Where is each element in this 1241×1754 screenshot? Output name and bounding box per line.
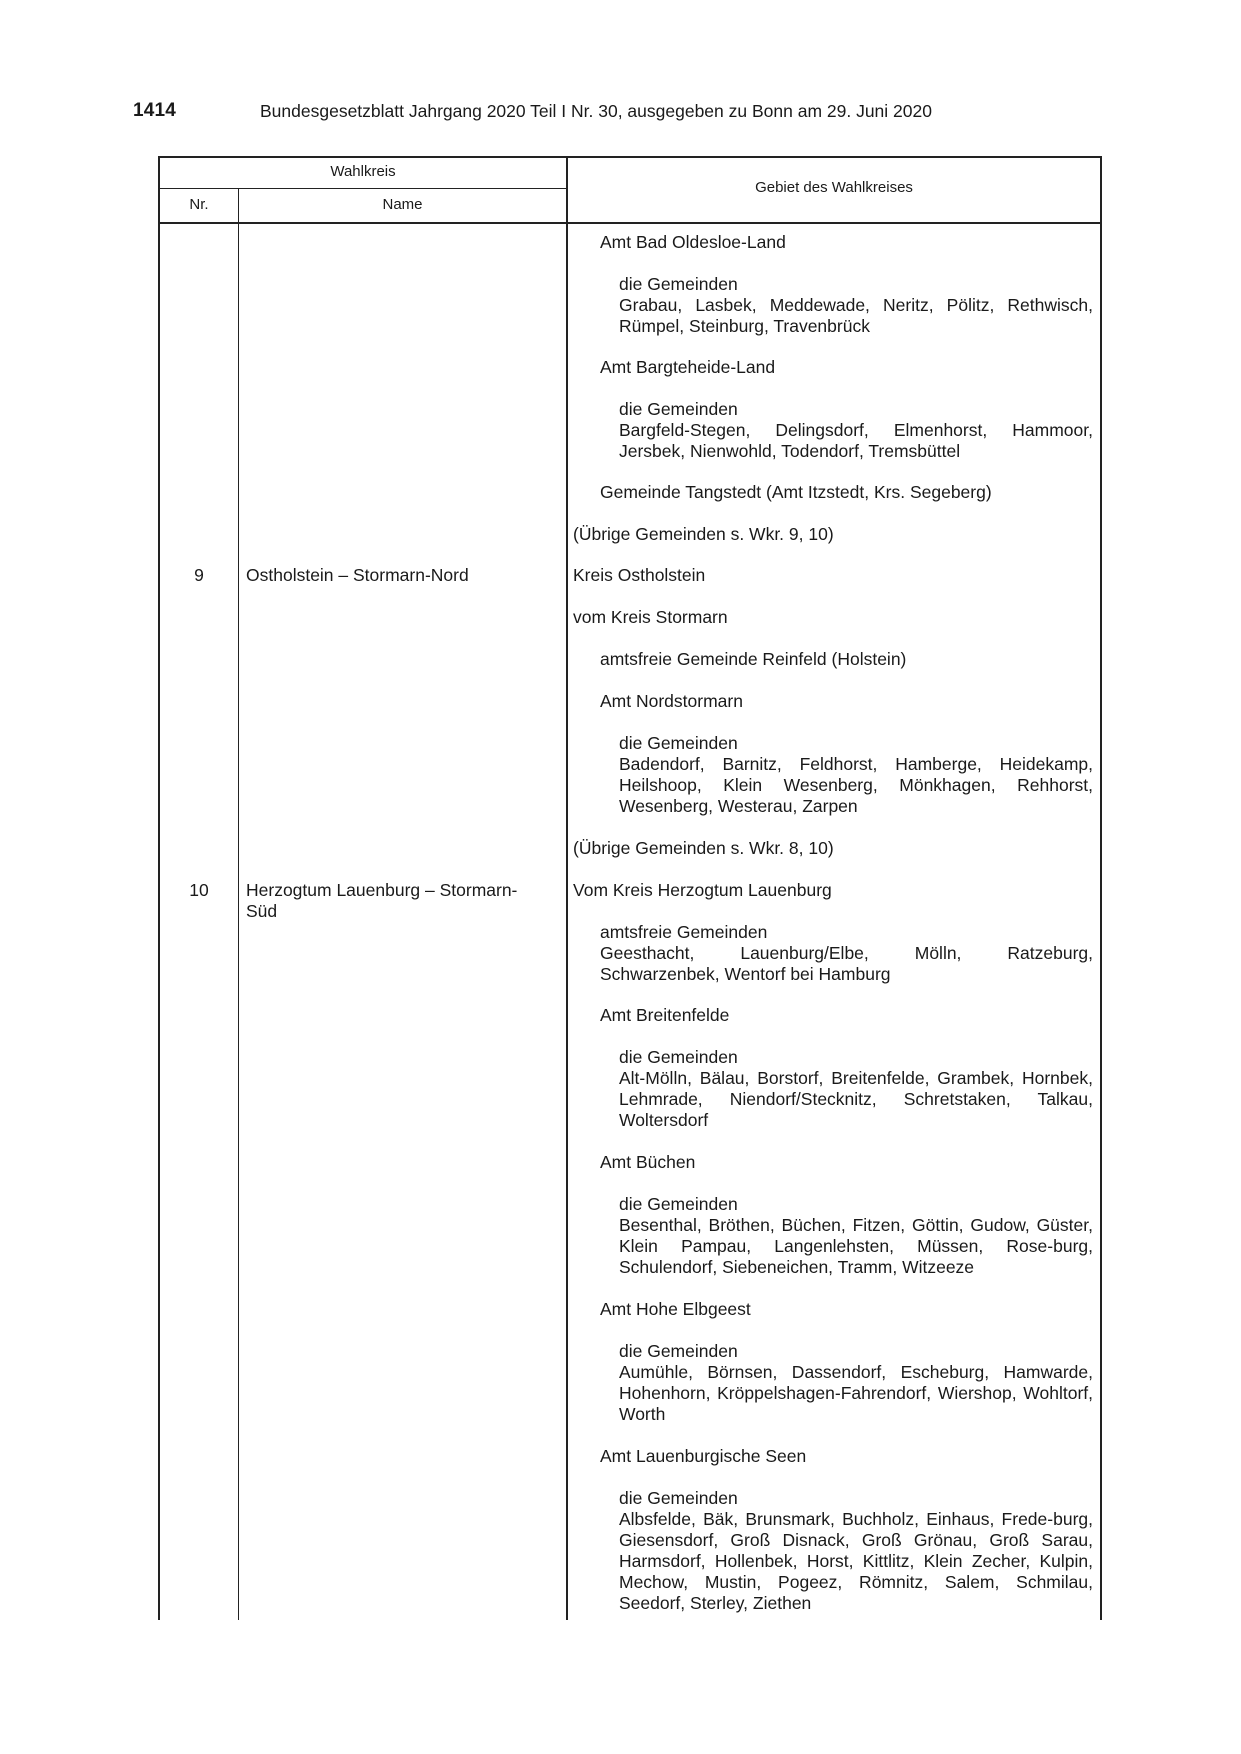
gebiet-gemeinde-tangstedt: Gemeinde Tangstedt (Amt Itzstedt, Krs. Segeberg) bbox=[600, 482, 992, 502]
gebiet-gemeinden-label-6: die Gemeinden bbox=[619, 1341, 738, 1361]
page-number: 1414 bbox=[133, 100, 177, 121]
gebiet-amt-hohe-elbgeest: Amt Hohe Elbgeest bbox=[600, 1299, 751, 1319]
gebiet-uebrige-gemeinden-2: (Übrige Gemeinden s. Wkr. 8, 10) bbox=[573, 838, 834, 858]
header-bottom-border bbox=[158, 222, 1102, 224]
gebiet-gemeinden-label-2: die Gemeinden bbox=[619, 399, 738, 419]
gebiet-reinfeld: amtsfreie Gemeinde Reinfeld (Holstein) bbox=[600, 649, 907, 669]
name-gebiet-divider bbox=[566, 156, 568, 1620]
gebiet-gemeinden-list-6: Aumühle, Börnsen, Dassendorf, Escheburg, Hamwarde, Hohenhorn, Kröppelshagen-Fahrendorf, Wiershop, Wohltorf, Worth bbox=[619, 1362, 1093, 1424]
nr-name-divider bbox=[238, 188, 239, 1620]
row-9-name: Ostholstein – Stormarn-Nord bbox=[246, 565, 469, 585]
gebiet-gemeinden-list-7: Albsfelde, Bäk, Brunsmark, Buchholz, Einhaus, Frede-burg, Giesensdorf, Groß Disnack, Groß Grönau, Groß Sarau, Harmsdorf, Hollenbek, Horst, Kittlitz, Klein Zecher, Kulpin, Mechow, Mustin, Pogeez, Römnitz, Salem, Schmilau, Seedorf, Sterley, Ziethen bbox=[619, 1509, 1093, 1613]
gebiet-gemeinden-list-5: Besenthal, Bröthen, Büchen, Fitzen, Göttin, Gudow, Güster, Klein Pampau, Langenlehsten, Müssen, Rose-burg, Schulendorf, Siebeneichen, Tramm, Witzeeze bbox=[619, 1215, 1093, 1277]
table-top-border bbox=[158, 156, 1102, 158]
gebiet-vom-kreis-lauenburg: Vom Kreis Herzogtum Lauenburg bbox=[573, 880, 832, 900]
gebiet-gemeinden-label-5: die Gemeinden bbox=[619, 1194, 738, 1214]
gebiet-amtsfreie-list: Geesthacht, Lauenburg/Elbe, Mölln, Ratzeburg, Schwarzenbek, Wentorf bei Hamburg bbox=[600, 943, 1093, 984]
header-nr: Nr. bbox=[189, 196, 209, 213]
gebiet-kreis-ostholstein: Kreis Ostholstein bbox=[573, 565, 706, 585]
header-gebiet: Gebiet des Wahlkreises bbox=[755, 179, 913, 196]
gebiet-amt-bargteheide: Amt Bargteheide-Land bbox=[600, 357, 776, 377]
gebiet-gemeinden-list-4: Alt-Mölln, Bälau, Borstorf, Breitenfelde, Grambek, Hornbek, Lehmrade, Niendorf/Stecknitz, Schretstaken, Talkau, Woltersdorf bbox=[619, 1068, 1093, 1130]
gebiet-gemeinden-label-4: die Gemeinden bbox=[619, 1047, 738, 1067]
header-name: Name bbox=[382, 196, 423, 213]
gebiet-amt-breitenfelde: Amt Breitenfelde bbox=[600, 1005, 730, 1025]
row-10-nr: 10 bbox=[189, 880, 209, 900]
header-sub-divider bbox=[158, 188, 567, 189]
gebiet-amt-buechen: Amt Büchen bbox=[600, 1152, 696, 1172]
gebiet-gemeinden-label-7: die Gemeinden bbox=[619, 1488, 738, 1508]
gebiet-gemeinden-list-1: Grabau, Lasbek, Meddewade, Neritz, Pölitz, Rethwisch, Rümpel, Steinburg, Travenbrück bbox=[619, 295, 1093, 336]
header-wahlkreis: Wahlkreis bbox=[330, 163, 396, 180]
gebiet-gemeinden-label-1: die Gemeinden bbox=[619, 274, 738, 294]
gebiet-amtsfreie-label: amtsfreie Gemeinden bbox=[600, 922, 768, 942]
page-header-title: Bundesgesetzblatt Jahrgang 2020 Teil I Nr. 30, ausgegeben zu Bonn am 29. Juni 2020 bbox=[260, 101, 932, 121]
gebiet-gemeinden-list-2: Bargfeld-Stegen, Delingsdorf, Elmenhorst, Hammoor, Jersbek, Nienwohld, Todendorf, Tremsbüttel bbox=[619, 420, 1093, 461]
gebiet-amt-nordstormarn: Amt Nordstormarn bbox=[600, 691, 743, 711]
gebiet-amt-lauenburgische-seen: Amt Lauenburgische Seen bbox=[600, 1446, 807, 1466]
gebiet-uebrige-gemeinden-1: (Übrige Gemeinden s. Wkr. 9, 10) bbox=[573, 524, 834, 544]
gebiet-gemeinden-list-3: Badendorf, Barnitz, Feldhorst, Hamberge, Heidekamp, Heilshoop, Klein Wesenberg, Mönkhagen, Rehhorst, Wesenberg, Westerau, Zarpen bbox=[619, 754, 1093, 816]
row-9-nr: 9 bbox=[194, 565, 204, 585]
gebiet-vom-kreis-stormarn: vom Kreis Stormarn bbox=[573, 607, 728, 627]
gebiet-gemeinden-label-3: die Gemeinden bbox=[619, 733, 738, 753]
table-right-border bbox=[1100, 156, 1102, 1620]
row-10-name: Herzogtum Lauenburg – Stormarn- Süd bbox=[246, 880, 518, 921]
gebiet-amt-bad-oldesloe: Amt Bad Oldesloe-Land bbox=[600, 232, 786, 252]
